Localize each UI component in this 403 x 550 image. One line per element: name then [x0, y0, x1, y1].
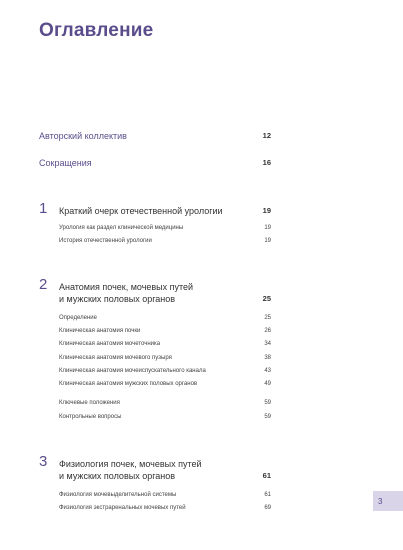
toc-subentry-page: 38: [264, 355, 271, 361]
toc-subentry[interactable]: [59, 368, 271, 374]
page-title: Оглавление: [39, 20, 154, 41]
toc-subentry[interactable]: [59, 400, 271, 406]
toc-subentry[interactable]: [59, 315, 271, 321]
toc-subentry-label: Клиническая анатомия мужских половых органов: [59, 381, 198, 387]
chapter-title-line: Физиология почек, мочевых путей: [59, 459, 202, 469]
toc-subentry-label: Определение: [59, 315, 97, 321]
chapter-page: 61: [262, 471, 271, 480]
toc-subentry[interactable]: [59, 328, 271, 334]
toc-subentry[interactable]: [59, 341, 271, 347]
toc-subentry[interactable]: [59, 225, 271, 231]
chapter-title[interactable]: [59, 205, 271, 217]
toc-subentry-label: История отечественной урологии: [59, 238, 152, 244]
toc-subentry-page: 25: [264, 315, 271, 321]
toc-entry-label: Авторский коллектив: [39, 131, 127, 141]
toc-entry-authors[interactable]: [39, 131, 271, 141]
toc-subentry-page: 43: [264, 368, 271, 374]
toc-subentry-page: 26: [264, 328, 271, 334]
toc-subentry-page: 19: [264, 238, 271, 244]
toc-subentry-label: Физиология мочевыделительной системы: [59, 492, 177, 498]
chapter-title-line: Анатомия почек, мочевых путей: [59, 282, 194, 292]
toc-subentry-label: Ключевые положения: [59, 400, 120, 406]
chapter-number: 3: [39, 453, 48, 470]
toc-entry-abbreviations[interactable]: [39, 158, 271, 168]
chapter-page: 25: [262, 294, 271, 303]
toc-subentry[interactable]: [59, 505, 271, 511]
toc-subentry-label: Контрольные вопросы: [59, 414, 122, 420]
toc-subentry-page: 59: [264, 400, 271, 406]
toc-subentry[interactable]: [59, 355, 271, 361]
toc-entry-page: 16: [262, 158, 271, 167]
toc-subentry-page: 34: [264, 341, 271, 347]
chapter-page: 19: [262, 206, 271, 215]
toc-subentry-page: 19: [264, 225, 271, 231]
toc-subentry-label: Клиническая анатомия почки: [59, 328, 141, 334]
toc-subentry-page: 69: [264, 505, 271, 511]
toc-subentry[interactable]: [59, 238, 271, 244]
toc-subentry-page: 59: [264, 414, 271, 420]
toc-subentry-label: Клиническая анатомия мочевого пузыря: [59, 355, 172, 361]
toc-subentry-label: Физиология экстраренальных мочевых путей: [59, 505, 186, 511]
toc-subentry-label: Клиническая анатомия мочеточника: [59, 341, 161, 347]
chapter-title-line: и мужских половых органов: [59, 294, 176, 304]
chapter-number: 1: [39, 200, 48, 217]
chapter-title[interactable]: [59, 281, 271, 305]
chapter-title-line: и мужских половых органов: [59, 471, 176, 481]
toc-subentry[interactable]: [59, 381, 271, 387]
toc-subentry-label: Урология как раздел клинической медицины: [59, 225, 184, 231]
toc-entry-page: 12: [262, 131, 271, 140]
toc-subentry[interactable]: [59, 492, 271, 498]
chapter-title[interactable]: [59, 458, 271, 482]
chapter-number: 2: [39, 276, 48, 293]
page-number: 3: [378, 496, 383, 506]
toc-subentry-page: 61: [264, 492, 271, 498]
chapter-title-line: Краткий очерк отечественной урологии: [59, 206, 223, 216]
page-number-tab: [373, 491, 403, 511]
toc-subentry-label: Клиническая анатомия мочеиспускательного канала: [59, 368, 206, 374]
toc-entry-label: Сокращения: [39, 158, 92, 168]
toc-subentry-page: 49: [264, 381, 271, 387]
toc-subentry[interactable]: [59, 414, 271, 420]
